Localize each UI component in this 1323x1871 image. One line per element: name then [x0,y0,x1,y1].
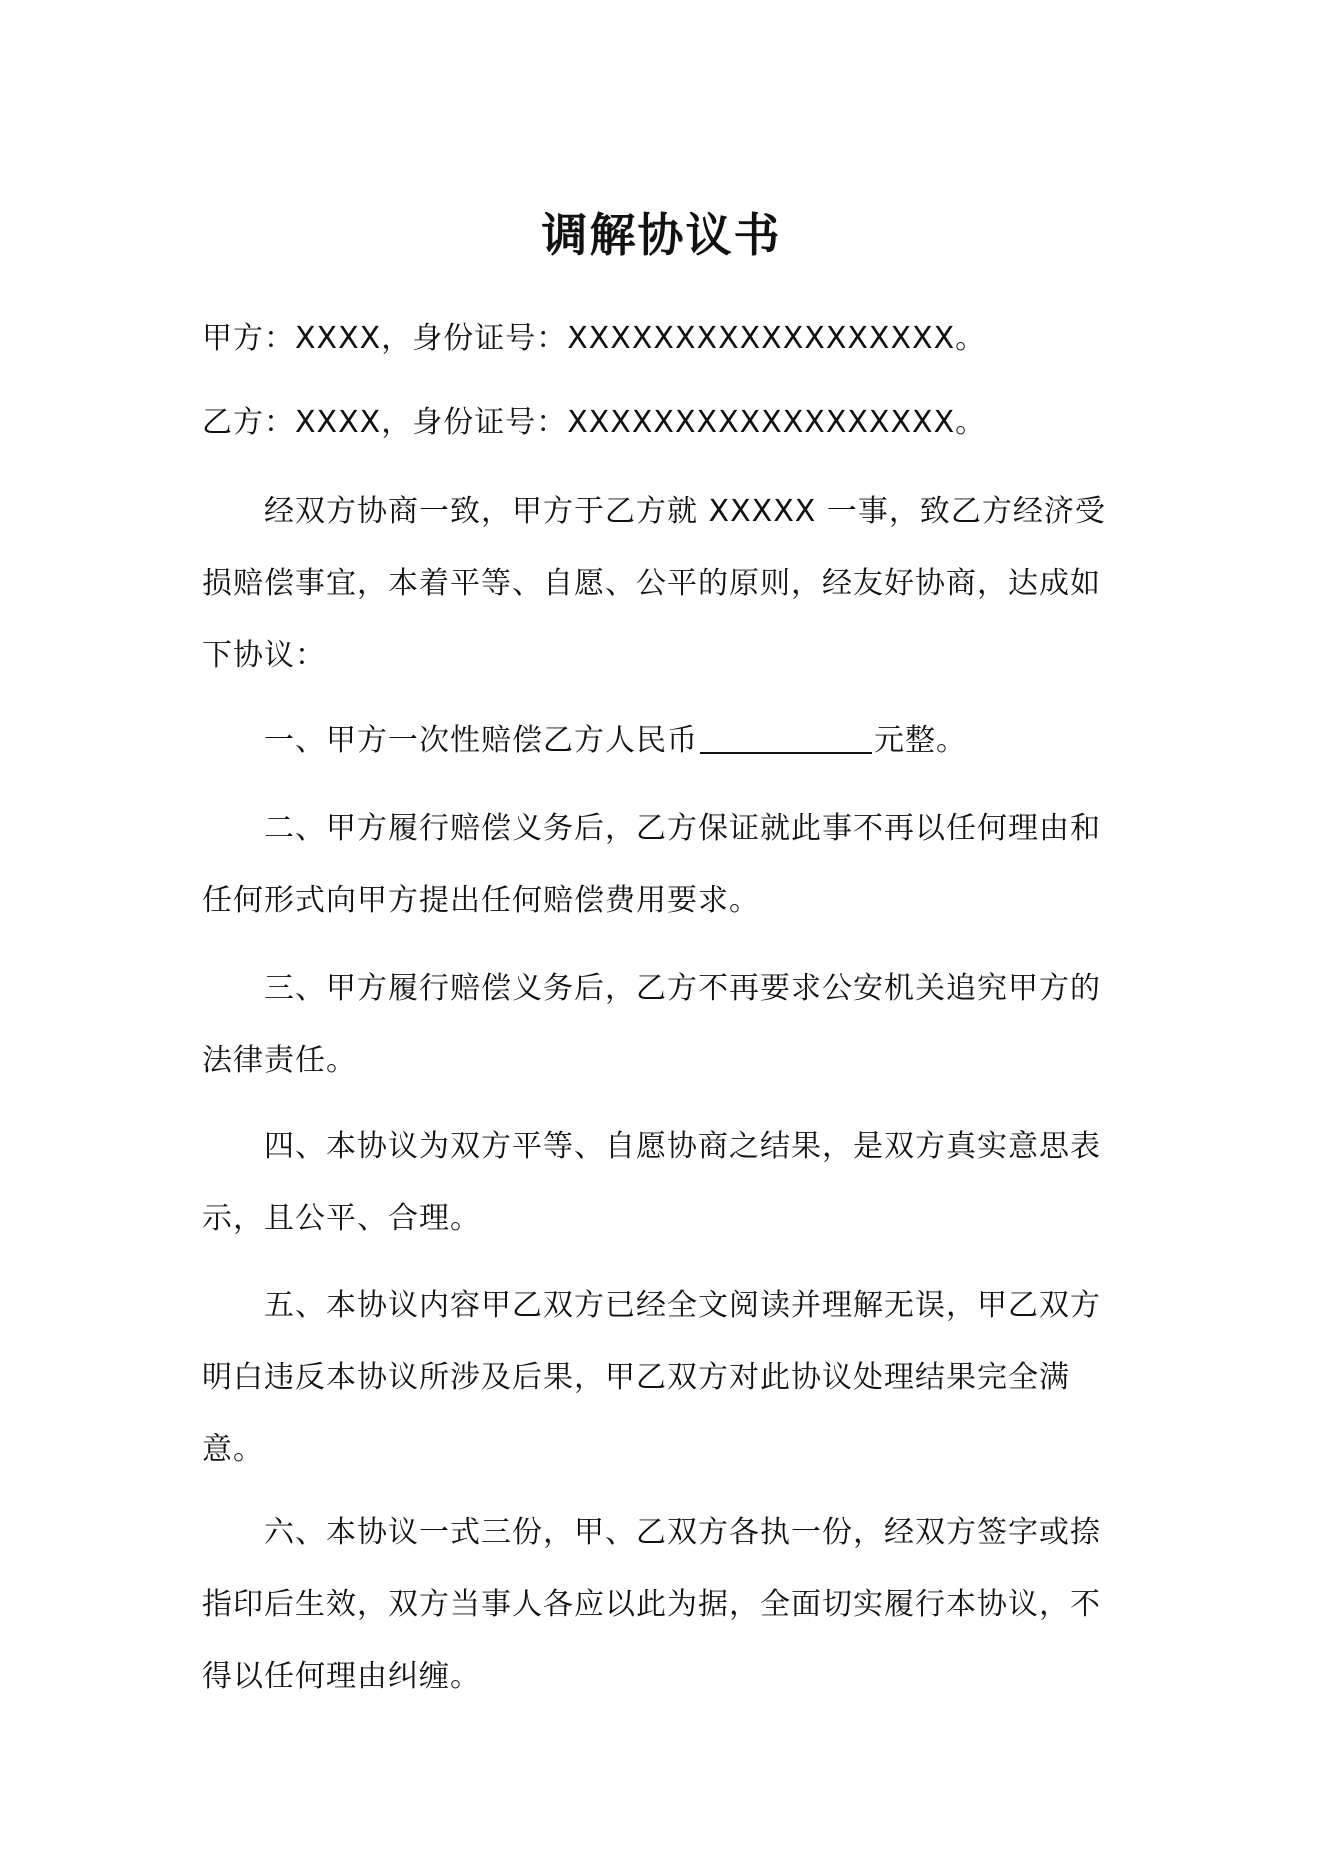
clause-2: 二、甲方履行赔偿义务后，乙方保证就此事不再以任何理由和任何形式向甲方提出任何赔偿费用要求。 [202,811,1101,918]
clause-3: 三、甲方履行赔偿义务后，乙方不再要求公安机关追究甲方的法律责任。 [202,971,1101,1078]
clause-1 [202,705,1122,777]
amount-blank-line [700,752,872,754]
clause-1-text-after: 元整。 [874,723,967,758]
preamble-paragraph: 经双方协商一致，甲方于乙方就 XXXXX 一事，致乙方经济受损赔偿事宜，本着平等、自愿、公平的原则，经友好协商，达成如下协议： [202,494,1106,673]
clause-5: 五、本协议内容甲乙双方已经全文阅读并理解无误，甲乙双方明白违反本协议所涉及后果，甲乙双方对此协议处理结果完全满意。 [202,1288,1101,1467]
party-a-line: 甲方：XXXX，身份证号：XXXXXXXXXXXXXXXXXX。 [202,321,987,356]
clause-4: 四、本协议为双方平等、自愿协商之结果，是双方真实意思表示，且公平、合理。 [202,1129,1101,1236]
party-b-line: 乙方：XXXX，身份证号：XXXXXXXXXXXXXXXXXX。 [202,405,987,440]
clause-1-text-before: 一、甲方一次性赔偿乙方人民币 [264,723,698,758]
document-title: 调解协议书 [541,208,782,262]
clause-6: 六、本协议一式三份，甲、乙双方各执一份，经双方签字或捺指印后生效，双方当事人各应以此为据，全面切实履行本协议，不得以任何理由纠缠。 [202,1515,1101,1694]
